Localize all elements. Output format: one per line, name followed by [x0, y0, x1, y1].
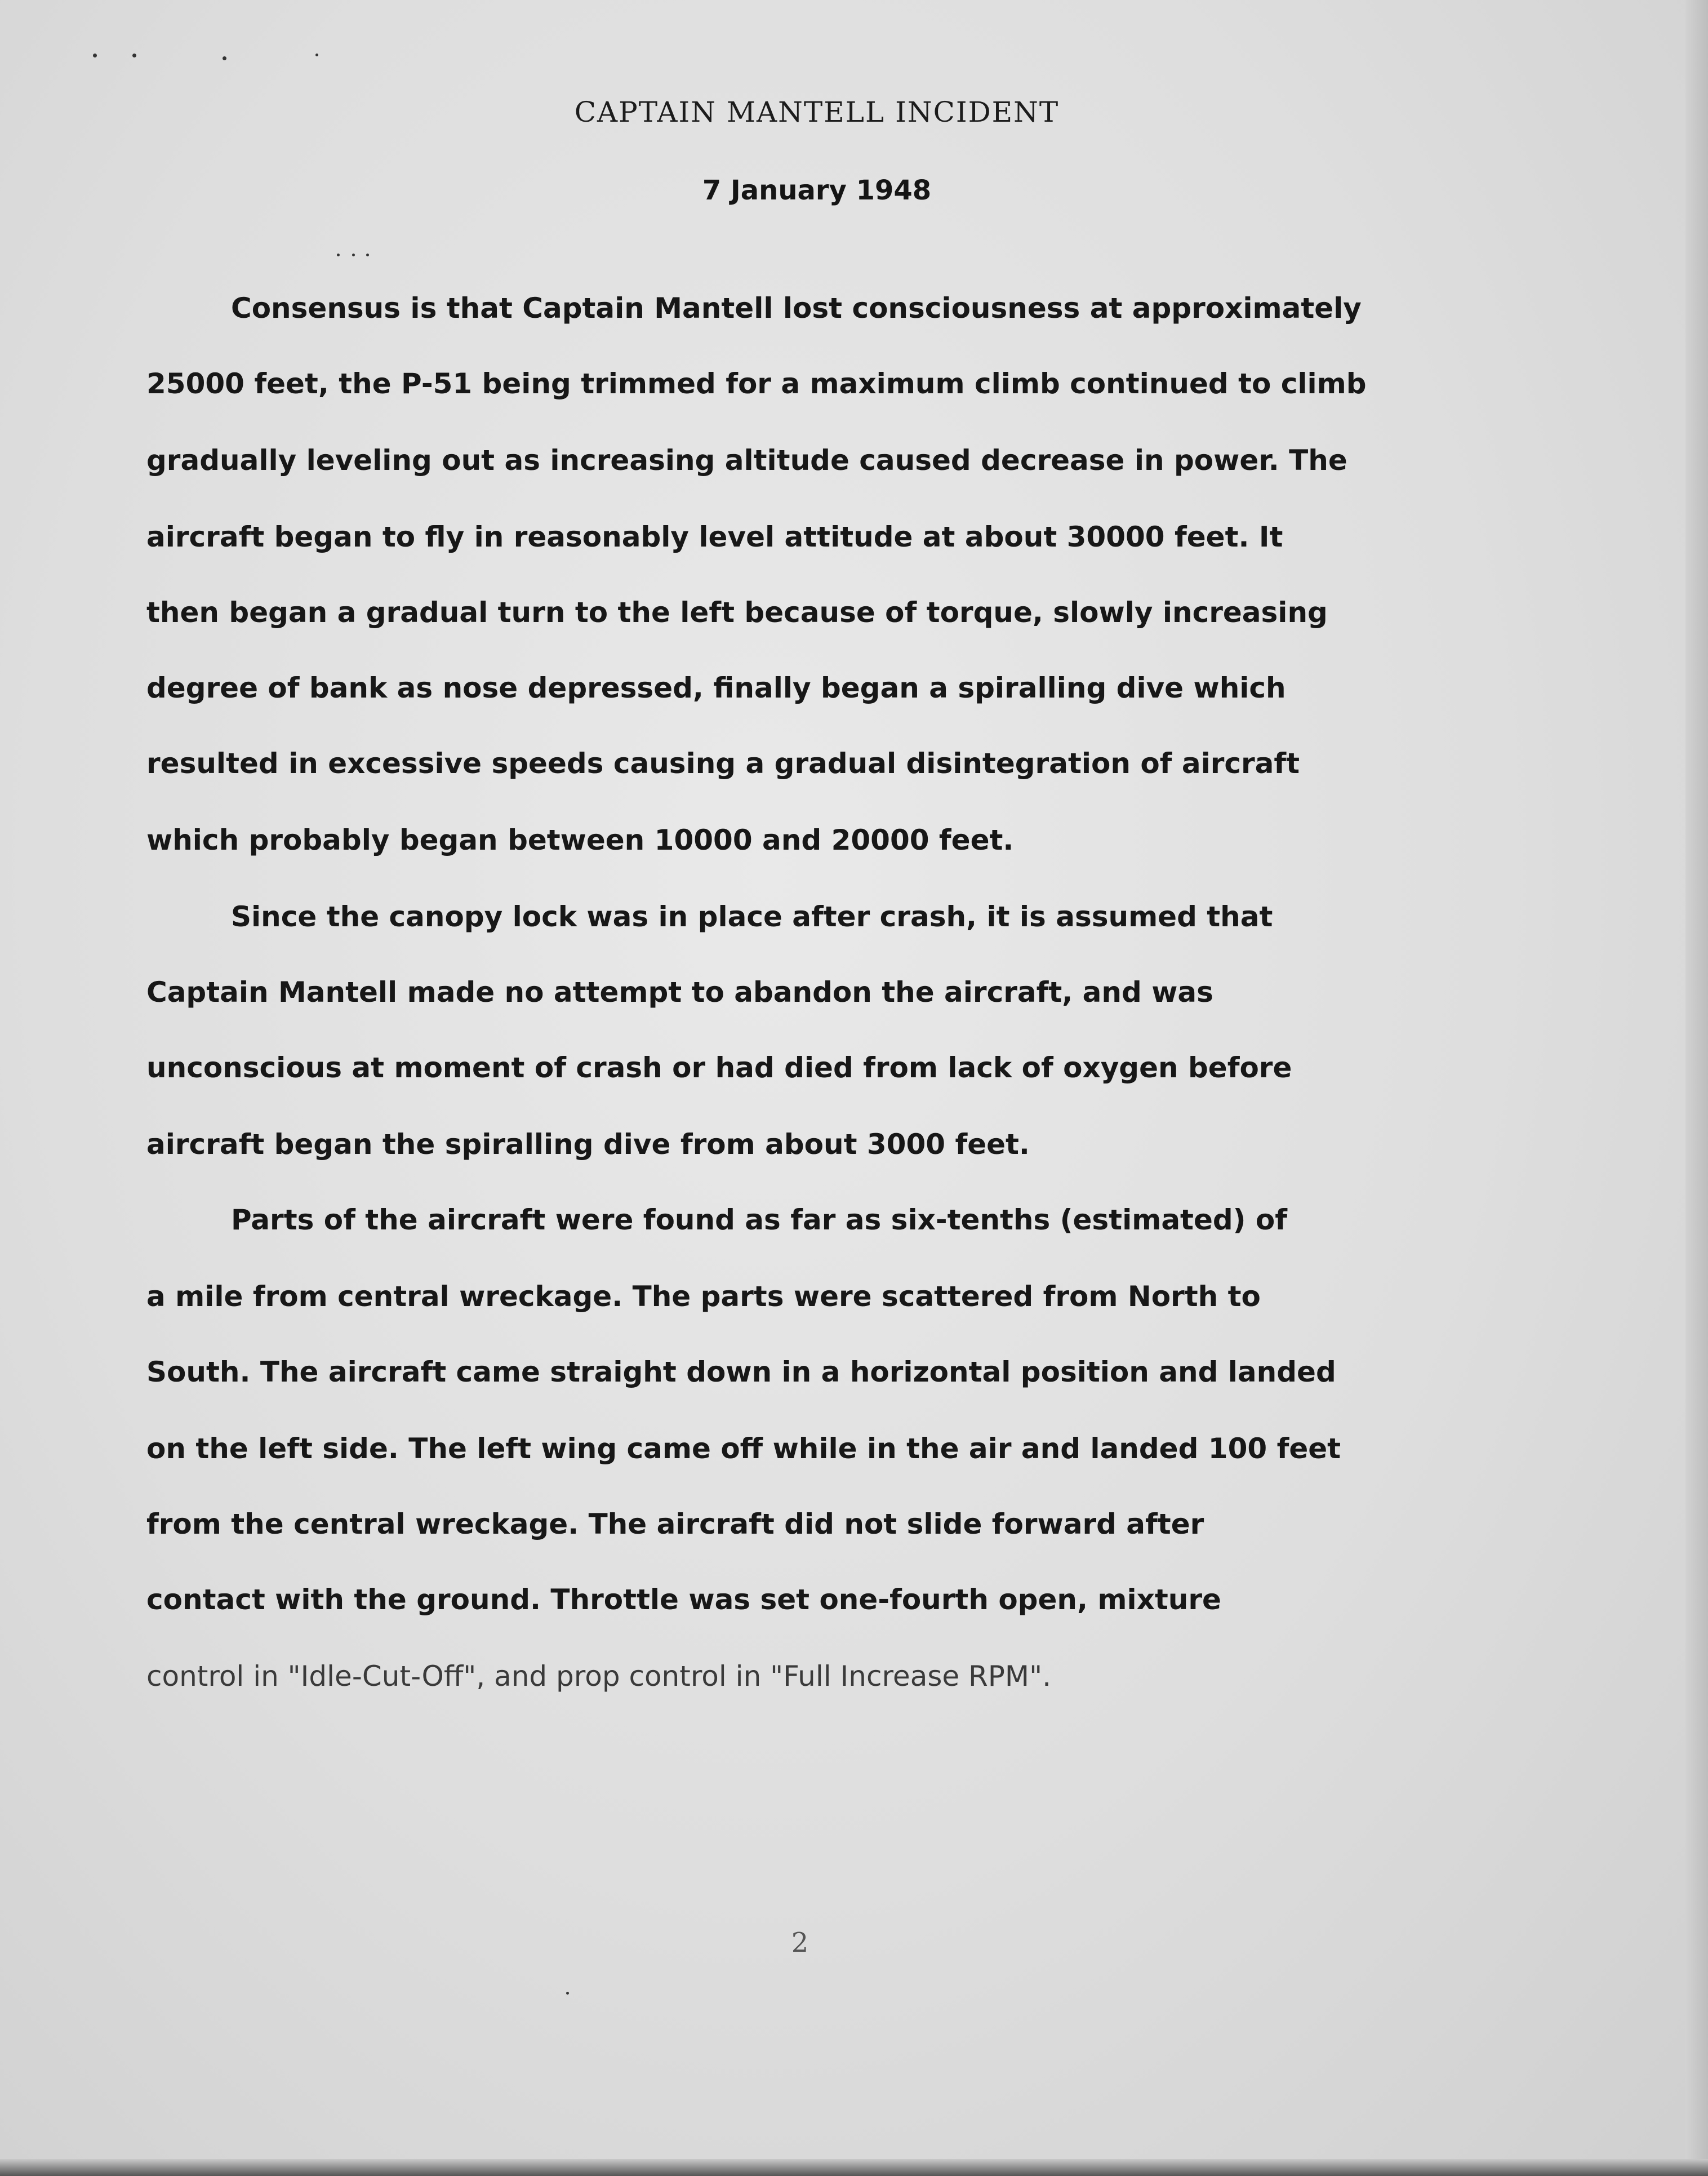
paragraph-2-line-3: unconscious at moment of crash or had died from lack of oxygen before — [146, 1051, 1292, 1084]
paragraph-3-line-5: from the central wreckage. The aircraft did not slide forward after — [146, 1508, 1204, 1540]
paragraph-2-line-2: Captain Mantell made no attempt to abandon the aircraft, and was — [146, 976, 1213, 1009]
document-title: CAPTAIN MANTELL INCIDENT — [574, 96, 1060, 128]
paragraph-2-line-1: Since the canopy lock was in place after crash, it is assumed that — [231, 900, 1273, 933]
paragraph-3-line-6: contact with the ground. Throttle was set one-fourth open, mixture — [146, 1583, 1221, 1616]
paragraph-2-line-4: aircraft began the spiralling dive from about 3000 feet. — [146, 1128, 1030, 1161]
document-date: 7 January 1948 — [702, 175, 932, 206]
paragraph-1-line-6: degree of bank as nose depressed, finally began a spiralling dive which — [146, 672, 1286, 704]
paragraph-3-line-3: South. The aircraft came straight down in a horizontal position and landed — [146, 1356, 1336, 1388]
paragraph-1-line-3: gradually leveling out as increasing altitude caused decrease in power. The — [146, 444, 1347, 477]
page-number: 2 — [791, 1927, 809, 1959]
paragraph-3-line-2: a mile from central wreckage. The parts were scattered from North to — [146, 1280, 1261, 1313]
paragraph-1-line-7: resulted in excessive speeds causing a gradual disintegration of aircraft — [146, 747, 1300, 780]
paragraph-1-line-4: aircraft began to fly in reasonably level attitude at about 30000 feet. It — [146, 521, 1283, 553]
paragraph-1-line-5: then began a gradual turn to the left because of torque, slowly increasing — [146, 596, 1328, 629]
paragraph-1-line-8: which probably began between 10000 and 20000 feet. — [146, 824, 1014, 856]
paragraph-1-line-2: 25000 feet, the P-51 being trimmed for a maximum climb continued to climb — [146, 367, 1367, 400]
paragraph-3-line-1: Parts of the aircraft were found as far as six-tenths (estimated) of — [231, 1204, 1288, 1236]
paragraph-3-line-7: control in "Idle-Cut-Off", and prop control in "Full Increase RPM". — [146, 1660, 1051, 1693]
paragraph-3-line-4: on the left side. The left wing came off while in the air and landed 100 feet — [146, 1432, 1341, 1465]
paragraph-1-line-1: Consensus is that Captain Mantell lost consciousness at approximately — [231, 292, 1362, 325]
